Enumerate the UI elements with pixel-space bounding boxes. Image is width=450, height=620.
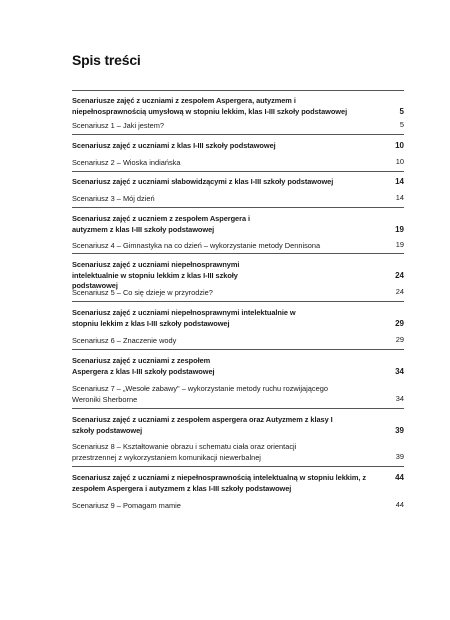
- toc-entry-text: Scenariusz 5 – Co się dzieje w przyrodzie?: [72, 288, 213, 297]
- divider: [72, 134, 404, 135]
- page-number: 24: [395, 287, 404, 296]
- page-title: Spis treści: [72, 52, 141, 68]
- toc-heading-text: Scenariusz zajęć z uczniami z niepełnosprawnością intelektualną w stopniu lekkim, z zespołem Aspergera i autyzmem z klas I-III szkoły podstawowej: [72, 473, 367, 493]
- toc-heading-7[interactable]: [72, 356, 404, 377]
- page-number: 5: [399, 120, 404, 129]
- toc-entry-text: Scenariusz 1 – Jaki jestem?: [72, 121, 165, 130]
- page-number: 5: [399, 107, 404, 116]
- divider: [72, 207, 404, 208]
- toc-entry-9[interactable]: [72, 500, 404, 511]
- toc-heading-text: Scenariusz zajęć z uczniami niepełnosprawnymi intelektualnie w stopniu lekkim z klas I-III szkoły podstawowej: [72, 260, 240, 290]
- toc-heading-6[interactable]: [72, 308, 404, 329]
- toc-heading-text: Scenariusz zajęć z uczniami słabowidzącymi z klas I-III szkoły podstawowej: [72, 177, 334, 186]
- toc-entry-text: Scenariusz 7 – „Wesołe zabawy" – wykorzystanie metody ruchu rozwijającego Weroniki Sherborne: [72, 384, 328, 404]
- toc-heading-4[interactable]: [72, 214, 404, 235]
- toc-heading-text: Scenariusz zajęć z uczniami z zespołem aspergera oraz Autyzmem z klasy I szkoły podstawowej: [72, 415, 333, 435]
- toc-heading-text: Scenariusze zajęć z uczniami z zespołem Aspergera, autyzmem i niepełnosprawnością umysłową w stopniu lekkim, klas I-III szkoły podstawowej: [72, 96, 348, 116]
- divider: [72, 253, 404, 254]
- page-number: 44: [395, 500, 404, 509]
- divider: [72, 90, 404, 91]
- divider: [72, 171, 404, 172]
- page-number: 29: [395, 335, 404, 344]
- page-number: 19: [395, 240, 404, 249]
- page-number: 34: [395, 394, 404, 403]
- page-number: 44: [395, 473, 404, 482]
- divider: [72, 408, 404, 409]
- page-number: 39: [395, 426, 404, 435]
- page-number: 19: [395, 225, 404, 234]
- toc-heading-text: Scenariusz zajęć z uczniami niepełnosprawnymi intelektualnie w stopniu lekkim z klas I-III szkoły podstawowej: [72, 308, 296, 328]
- toc-entry-2[interactable]: [72, 157, 404, 168]
- toc-heading-9[interactable]: [72, 473, 404, 494]
- toc-heading-8[interactable]: [72, 415, 404, 436]
- toc-entry-text: Scenariusz 2 – Wioska indiańska: [72, 158, 181, 167]
- page-number: 24: [395, 271, 404, 280]
- toc-entry-6[interactable]: [72, 335, 404, 346]
- toc-heading-text: Scenariusz zajęć z uczniami z klas I-III szkoły podstawowej: [72, 141, 276, 150]
- divider: [72, 466, 404, 467]
- page-number: 14: [395, 193, 404, 202]
- toc-entry-3[interactable]: [72, 193, 404, 204]
- toc-heading-3[interactable]: [72, 177, 404, 188]
- divider: [72, 301, 404, 302]
- toc-heading-1[interactable]: [72, 96, 404, 117]
- toc-heading-text: Scenariusz zajęć z uczniami z zespołem Aspergera z klas I-III szkoły podstawowej: [72, 356, 215, 376]
- page-number: 10: [395, 141, 404, 150]
- divider: [72, 349, 404, 350]
- page-number: 34: [395, 367, 404, 376]
- toc-entry-7[interactable]: [72, 383, 404, 405]
- toc-entry-text: Scenariusz 3 – Mój dzień: [72, 194, 155, 203]
- toc-entry-text: Scenariusz 9 – Pomagam mamie: [72, 501, 181, 510]
- page-number: 14: [395, 177, 404, 186]
- toc-heading-text: Scenariusz zajęć z uczniem z zespołem Aspergera i autyzmem z klas I-III szkoły podstawowej: [72, 214, 251, 234]
- toc-entry-text: Scenariusz 4 – Gimnastyka na co dzień – wykorzystanie metody Dennisona: [72, 241, 321, 250]
- toc-entry-text: Scenariusz 8 – Kształtowanie obrazu i schematu ciała oraz orientacji przestrzennej z wykorzystaniem komunikacji niewerbalnej: [72, 442, 297, 462]
- toc-entry-text: Scenariusz 6 – Znaczenie wody: [72, 336, 177, 345]
- page-number: 29: [395, 319, 404, 328]
- toc-entry-1[interactable]: [72, 120, 404, 131]
- page-number: 39: [395, 452, 404, 461]
- toc-entry-5[interactable]: [72, 287, 404, 298]
- toc-entry-8[interactable]: [72, 441, 404, 463]
- toc-heading-2[interactable]: [72, 141, 404, 152]
- page-number: 10: [395, 157, 404, 166]
- toc-entry-4[interactable]: [72, 240, 404, 251]
